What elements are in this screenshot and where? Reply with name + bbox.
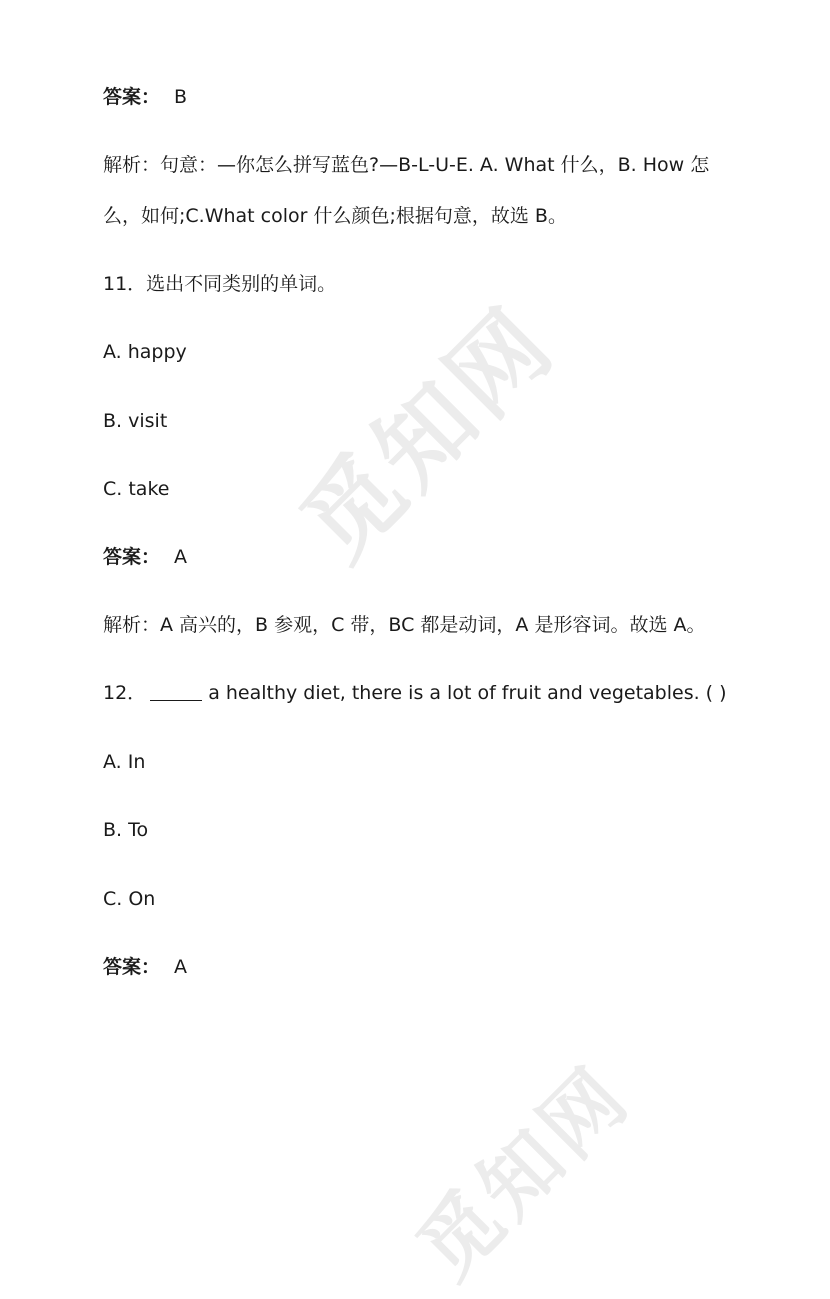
answer-label: 答案： xyxy=(103,546,161,568)
watermark-main: 觅知网 xyxy=(280,286,577,582)
answer-value: B xyxy=(174,86,188,108)
answer-q12 xyxy=(103,954,187,980)
question-12-option-c: C. On xyxy=(103,888,156,910)
answer-value: A xyxy=(174,956,188,978)
question-11-option-c: C. take xyxy=(103,478,170,500)
analysis-q10-line2: 么，如何;C.What color 什么颜色;根据句意，故选 B。 xyxy=(103,205,567,227)
question-number: 12． xyxy=(103,682,147,704)
question-12-text: a healthy diet, there is a lot of fruit and vegetables. ( ) xyxy=(208,682,727,704)
fill-in-blank xyxy=(150,682,202,701)
question-11-option-b: B. visit xyxy=(103,410,168,432)
question-12-stem xyxy=(103,680,727,706)
watermark-bottom: 觅知网 xyxy=(399,1048,649,1297)
answer-label: 答案： xyxy=(103,86,161,108)
analysis-q11: 解析：A 高兴的，B 参观，C 带，BC 都是动词，A 是形容词。故选 A。 xyxy=(103,614,706,636)
answer-label: 答案： xyxy=(103,956,161,978)
question-12-option-b: B. To xyxy=(103,819,149,841)
answer-q11 xyxy=(103,544,187,570)
analysis-q10-line1: 解析：句意：—你怎么拼写蓝色?—B-L-U-E. A. What 什么，B. How 怎 xyxy=(103,154,710,176)
answer-q10 xyxy=(103,84,187,110)
question-12-option-a: A. In xyxy=(103,751,146,773)
answer-value: A xyxy=(174,546,188,568)
question-11-option-a: A. happy xyxy=(103,341,187,363)
question-11-stem: 11．选出不同类别的单词。 xyxy=(103,273,337,295)
